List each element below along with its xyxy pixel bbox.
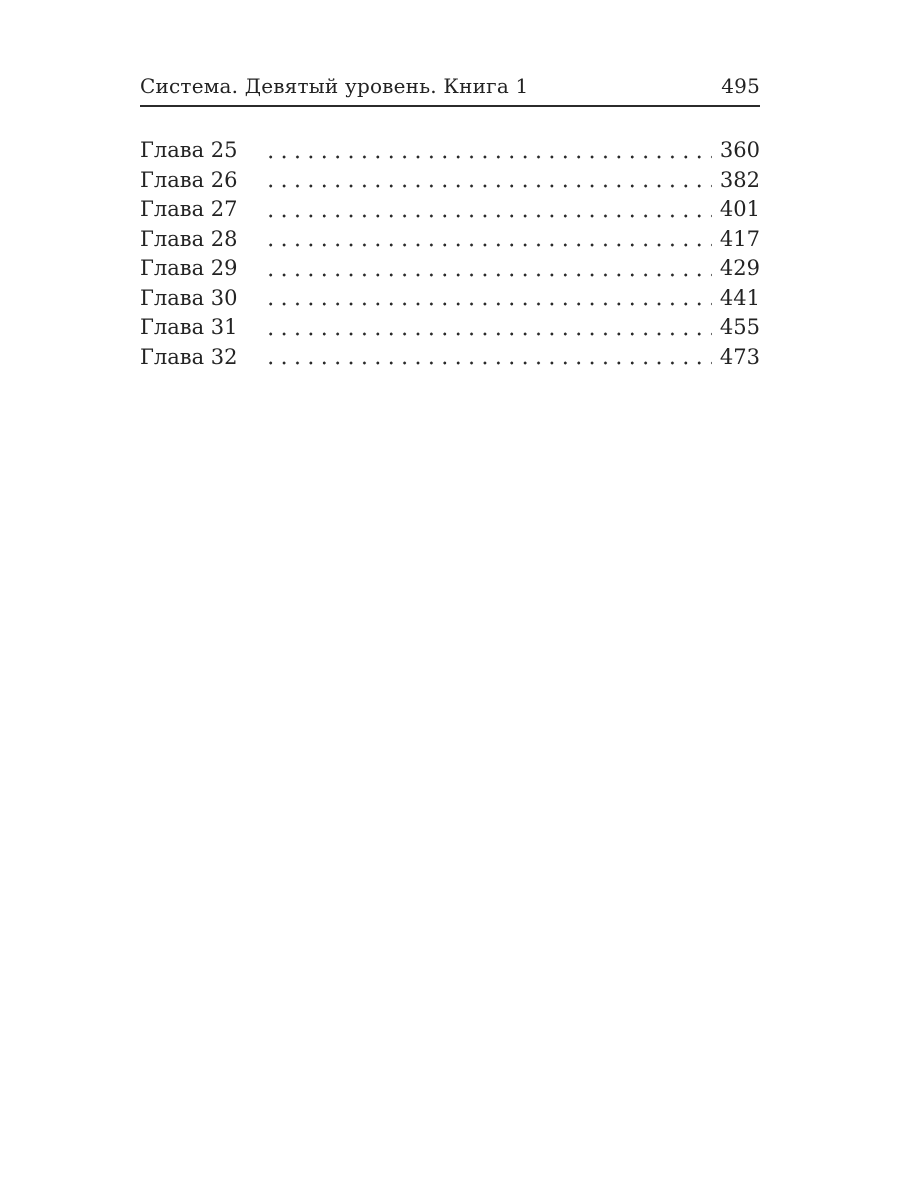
toc-row: [140, 284, 760, 314]
chapter-page-number: 441: [719, 285, 760, 310]
table-of-contents: [140, 136, 760, 372]
toc-row: [140, 225, 760, 255]
running-header: [140, 72, 760, 107]
chapter-label: Глава 25: [140, 138, 238, 162]
chapter-label: Глава 30: [140, 285, 238, 310]
chapter-label: Глава 26: [140, 167, 238, 192]
chapter-page-number: 382: [719, 167, 760, 192]
chapter-label: Глава 28: [140, 226, 238, 251]
chapter-page-number: 417: [719, 226, 760, 251]
dot-leader: [264, 195, 712, 225]
dot-leader: [264, 166, 712, 196]
chapter-page-number: 455: [719, 315, 760, 339]
toc-row: [140, 195, 760, 225]
dot-leader: [264, 136, 712, 166]
toc-row: [140, 343, 760, 373]
chapter-label: Глава 29: [140, 256, 238, 280]
chapter-label: Глава 32: [140, 344, 238, 369]
chapter-page-number: 429: [719, 256, 760, 280]
dot-leader: [264, 225, 712, 255]
chapter-page-number: 473: [719, 344, 760, 369]
toc-row: [140, 166, 760, 196]
toc-row: [140, 136, 760, 166]
dot-leader: [264, 343, 712, 373]
dot-leader: [264, 254, 712, 284]
chapter-page-number: 401: [719, 197, 760, 221]
page-number: 495: [721, 74, 760, 98]
dot-leader: [264, 284, 712, 314]
dot-leader: [264, 313, 712, 343]
toc-row: [140, 254, 760, 284]
book-title: Система. Девятый уровень. Книга 1: [140, 74, 529, 98]
chapter-label: Глава 31: [140, 315, 238, 339]
chapter-page-number: 360: [719, 138, 760, 162]
toc-row: [140, 313, 760, 343]
chapter-label: Глава 27: [140, 197, 238, 221]
